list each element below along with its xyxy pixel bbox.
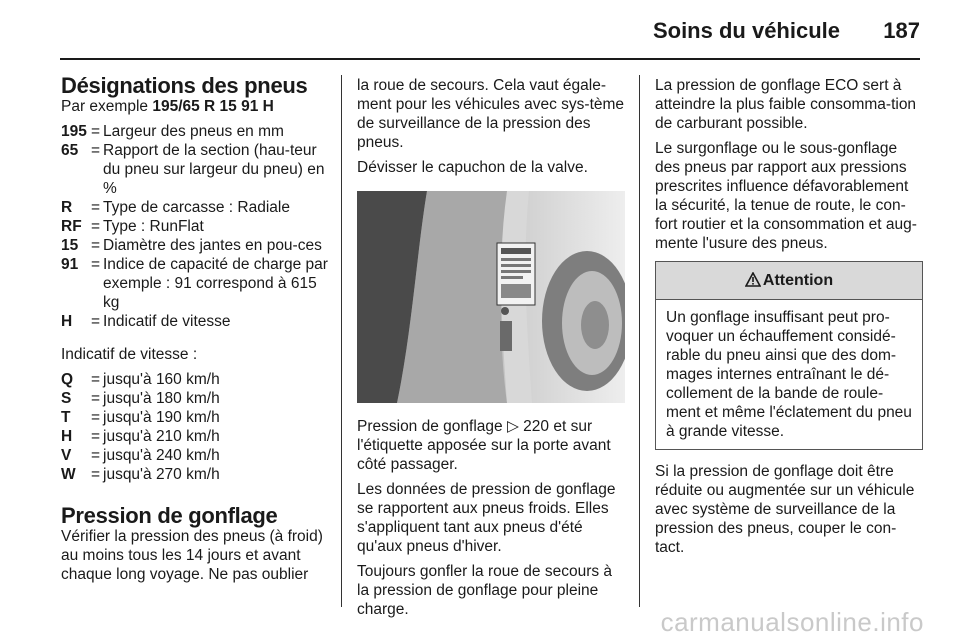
warning-header — [656, 262, 922, 300]
page-number: 187 — [883, 18, 920, 43]
column-1 — [61, 66, 329, 590]
code-equals: = — [91, 256, 101, 273]
column-2 — [357, 66, 625, 625]
col2-paragraph-5: Toujours gonfler la roue de secours à la pression de gonflage pour pleine charge. — [357, 563, 613, 618]
col2-paragraph-2: Dévisser le capuchon de la valve. — [357, 159, 588, 176]
example-line: Par exemple 195/65 R 15 91 H — [61, 98, 274, 115]
code-row — [61, 312, 329, 331]
col1-paragraph: Vérifier la pression des pneus (à froid) au moins tous les 14 jours et avant chaque long voyage. Ne pas oublier — [61, 528, 323, 583]
code-equals: = — [91, 371, 101, 388]
col3-paragraph-3: Si la pression de gonflage doit être réduite ou augmentée sur un véhicule avec système de surveillance de la pression des pneus, couper le con-tact. — [655, 463, 915, 556]
code-value: jusqu'à 180 km/h — [103, 390, 220, 407]
code-row — [61, 217, 329, 236]
code-equals: = — [91, 466, 101, 483]
code-key: S — [61, 390, 72, 407]
speed-code-list — [61, 370, 329, 484]
code-equals: = — [91, 123, 101, 140]
code-equals: = — [91, 313, 101, 330]
code-key: H — [61, 313, 73, 330]
column-divider-2 — [639, 75, 640, 607]
code-key: Q — [61, 371, 74, 388]
page-header — [0, 0, 960, 60]
code-value: jusqu'à 270 km/h — [103, 466, 220, 483]
code-row — [61, 408, 329, 427]
header-rule — [60, 58, 920, 60]
page-ref-arrow-icon: ▷ — [506, 418, 519, 435]
column-divider-1 — [341, 75, 342, 607]
code-value: Type de carcasse : Radiale — [103, 199, 290, 216]
tyre-code-list — [61, 122, 329, 331]
code-value: Indice de capacité de charge par exemple : 91 correspond à 615 kg — [103, 256, 328, 311]
code-row — [61, 122, 329, 141]
warning-box — [655, 261, 923, 450]
code-value: jusqu'à 240 km/h — [103, 447, 220, 464]
code-row — [61, 389, 329, 408]
code-row — [61, 141, 329, 198]
section-title: Soins du véhicule — [652, 18, 840, 43]
code-key: V — [61, 447, 72, 464]
code-row — [61, 370, 329, 389]
heading-tyre-pressure: Pression de gonflage — [61, 503, 278, 528]
warning-title: Attention — [762, 272, 834, 289]
column-3 — [655, 66, 923, 563]
code-row — [61, 446, 329, 465]
code-equals: = — [91, 142, 101, 159]
code-equals: = — [91, 447, 101, 464]
example-code: 195/65 R 15 91 H — [152, 98, 274, 115]
code-value: Type : RunFlat — [103, 218, 204, 235]
code-row — [61, 198, 329, 217]
code-equals: = — [91, 390, 101, 407]
warning-triangle-icon — [745, 272, 761, 287]
code-value: Rapport de la section (hau-teur du pneu sur largeur du pneu) en % — [103, 142, 325, 197]
watermark: carmanualsonline.info — [660, 607, 924, 637]
code-key: T — [61, 409, 71, 426]
code-value: Diamètre des jantes en pou-ces — [103, 237, 322, 254]
door-label-photo — [357, 191, 625, 403]
code-equals: = — [91, 409, 101, 426]
code-row — [61, 255, 329, 312]
code-key: 65 — [61, 142, 79, 159]
code-equals: = — [91, 218, 101, 235]
code-value: Largeur des pneus en mm — [103, 123, 284, 140]
code-row — [61, 465, 329, 484]
page-ref: 220 — [523, 418, 550, 435]
col3-paragraph-2: Le surgonflage ou le sous-gonflage des pneus par rapport aux pressions prescrites influence défavorablement la sécurité, la tenue de route, le con-fort routier et la consommation et aug-mente l'usure des pneus. — [655, 140, 917, 252]
code-key: W — [61, 466, 76, 483]
speed-intro: Indicatif de vitesse : — [61, 346, 198, 363]
code-key: 91 — [61, 256, 79, 273]
col3-paragraph-1: La pression de gonflage ECO sert à atteindre la plus faible consomma-tion de carburant possible. — [655, 77, 917, 132]
warning-text: Un gonflage insuffisant peut pro-voquer un échauffement considé-rable du pneu ainsi que des dom-mages internes entraînant le dé-collement de la bande de roule-ment et même l'éclatement du pneu à grande vitesse. — [666, 309, 912, 440]
code-row — [61, 427, 329, 446]
code-key: R — [61, 199, 73, 216]
code-equals: = — [91, 237, 101, 254]
code-row — [61, 236, 329, 255]
code-key: H — [61, 428, 73, 445]
code-key: 15 — [61, 237, 79, 254]
col2-paragraph-1: la roue de secours. Cela vaut égale-ment pour les véhicules avec sys-tème de surveillance de la pression des pneus. — [357, 77, 625, 151]
code-value: jusqu'à 160 km/h — [103, 371, 220, 388]
code-value: jusqu'à 210 km/h — [103, 428, 220, 445]
code-value: Indicatif de vitesse — [103, 313, 231, 330]
col2-paragraph-3: Pression de gonflage ▷ 220 et sur l'étiquette apposée sur la porte avant côté passager. — [357, 418, 611, 473]
code-value: jusqu'à 190 km/h — [103, 409, 220, 426]
code-key: RF — [61, 218, 82, 235]
code-key: 195 — [61, 123, 87, 140]
code-equals: = — [91, 199, 101, 216]
code-equals: = — [91, 428, 101, 445]
heading-tyre-designations: Désignations des pneus — [61, 73, 308, 98]
col2-paragraph-4: Les données de pression de gonflage se rapportent aux pneus froids. Elles s'appliquent tant aux pneus d'été qu'aux pneus d'hiver. — [357, 481, 616, 555]
